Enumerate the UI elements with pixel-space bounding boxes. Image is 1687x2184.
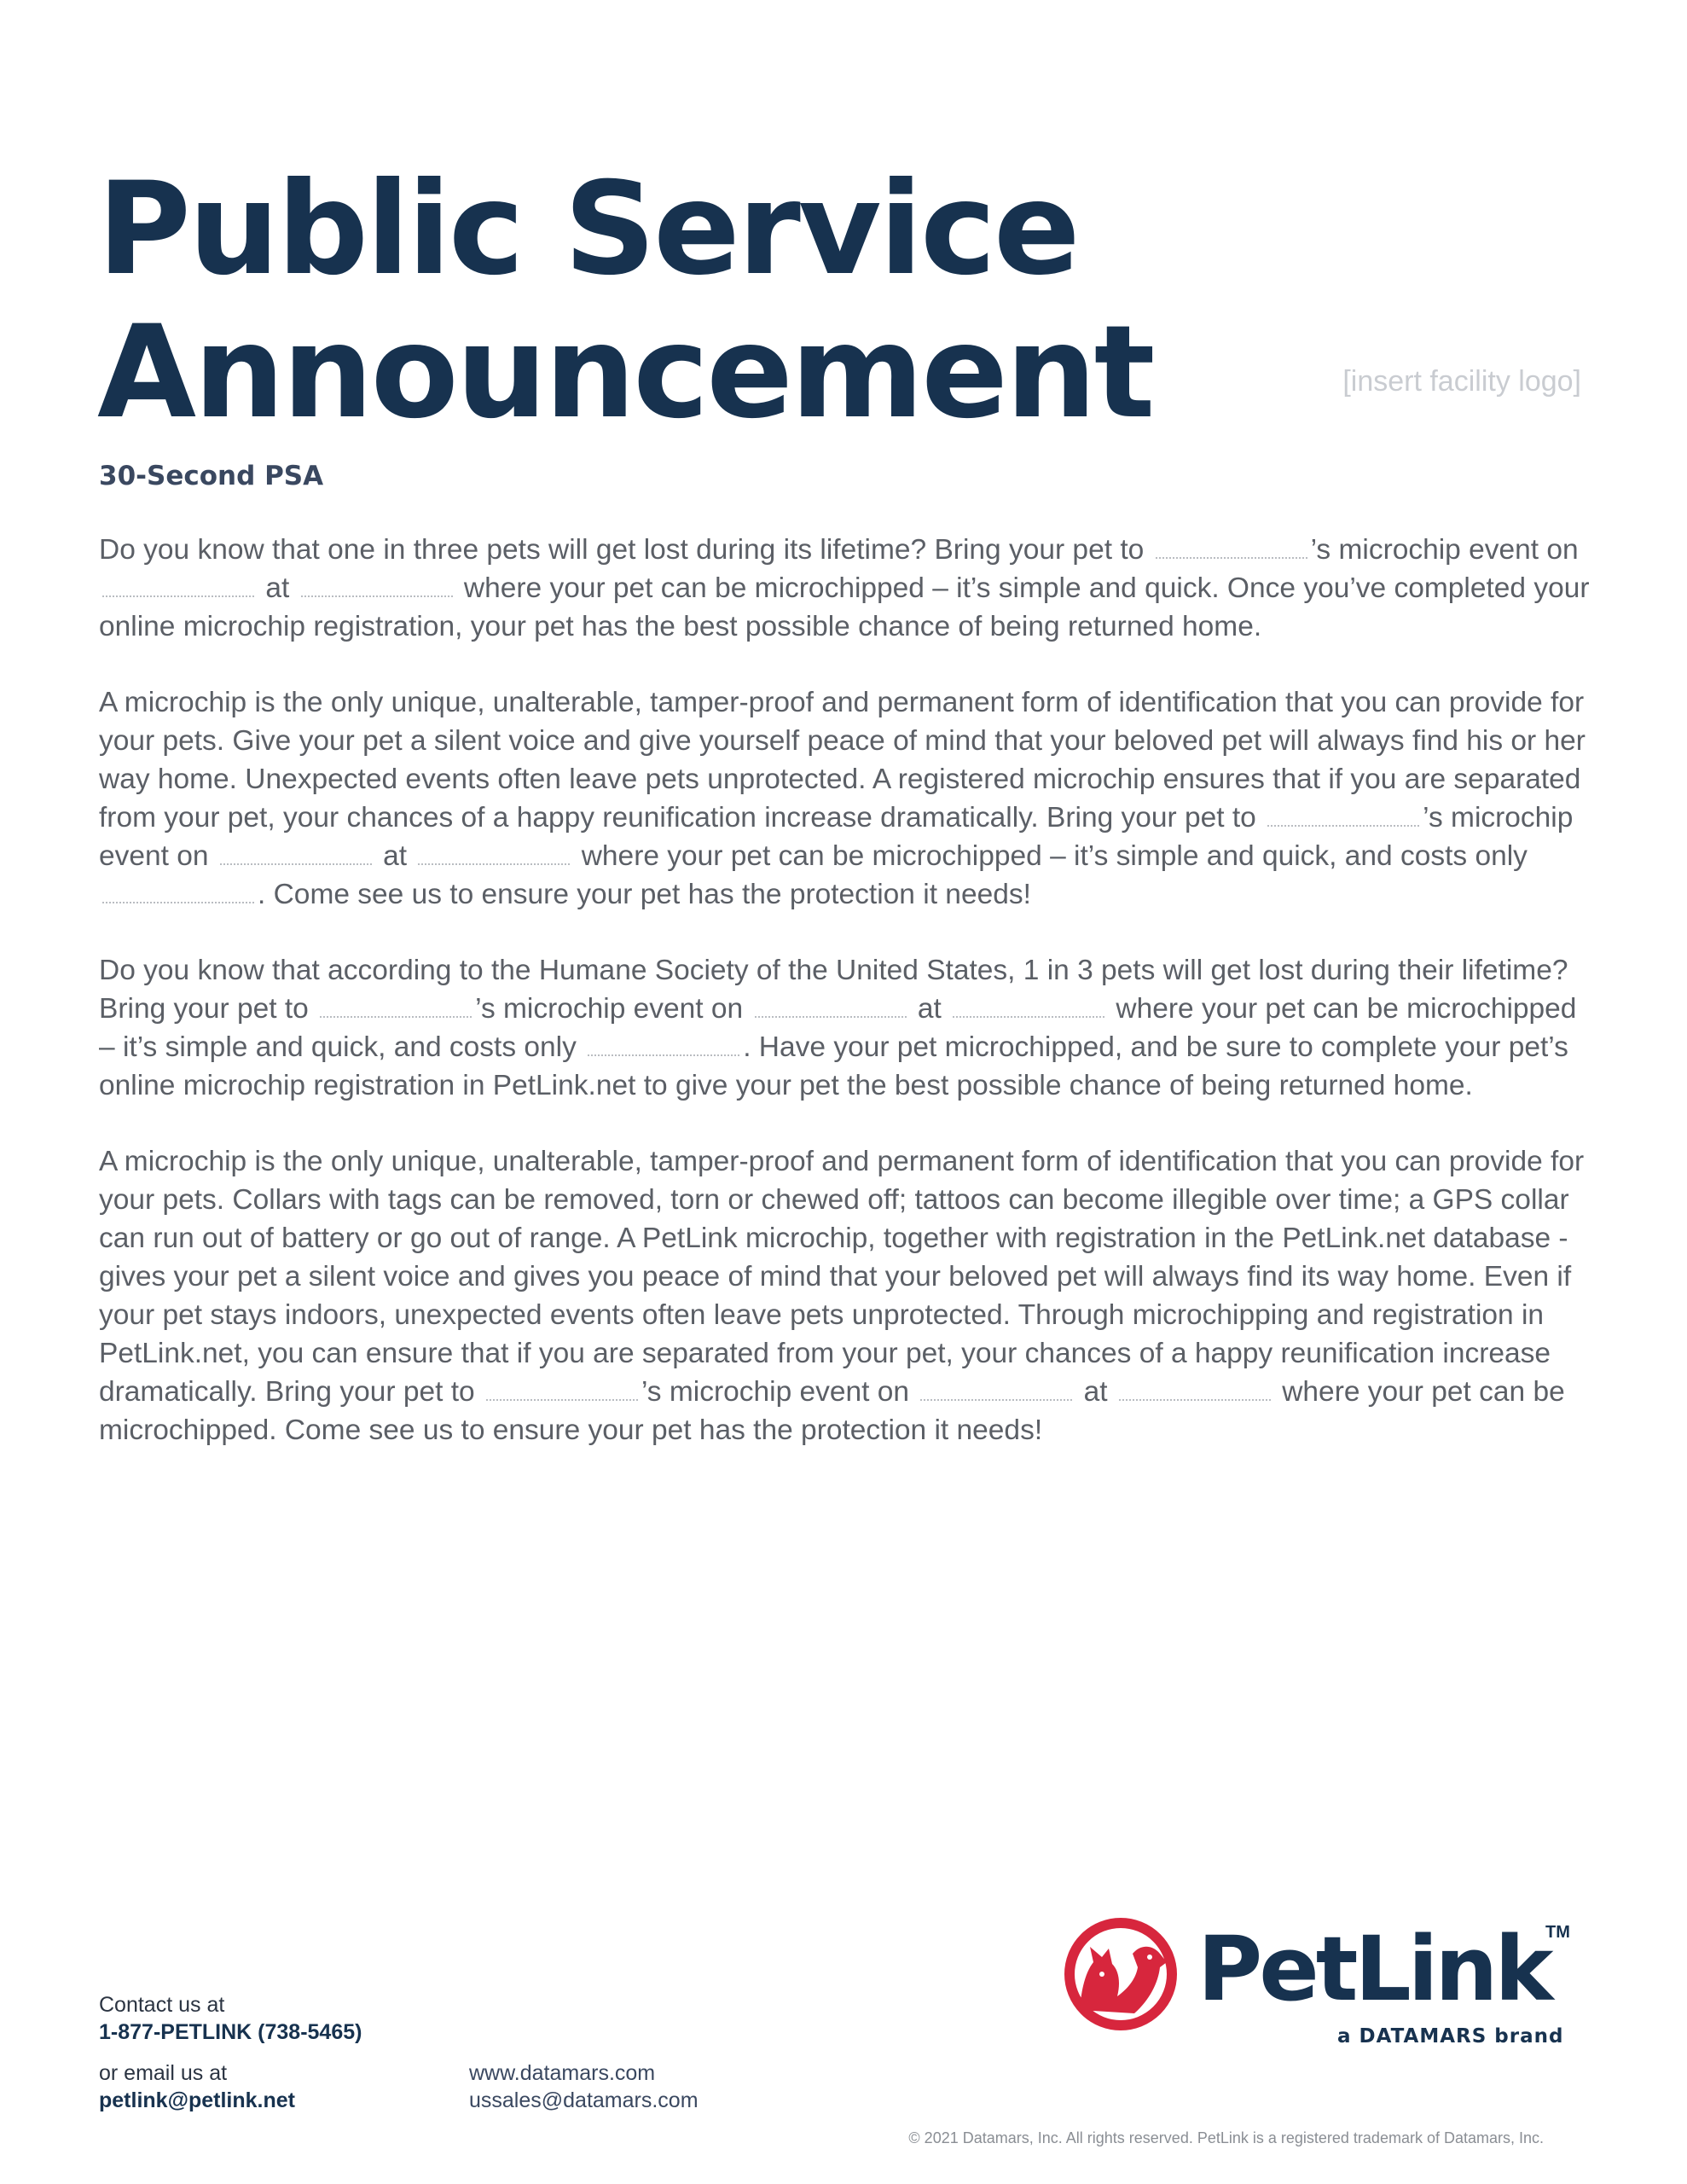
facility-logo-placeholder: [insert facility logo] xyxy=(1342,365,1581,398)
blank-cost xyxy=(102,880,254,903)
petlink-logo xyxy=(1061,1914,1573,2034)
blank-event-location xyxy=(301,573,453,597)
paragraph-text: where your pet can be microchipped. Come see us to ensure your pet has the protection it needs! xyxy=(99,1376,1565,1446)
blank-event-date xyxy=(220,841,372,865)
paragraph-text: where your pet can be microchipped – it’s simple and quick. Once you’ve completed your online microchip registration, your pet has the best possible chance of being returned home. xyxy=(99,572,1590,642)
paragraph-text: at xyxy=(917,993,942,1025)
blank-event-date xyxy=(920,1377,1072,1401)
contact-email-link[interactable]: petlink@petlink.net xyxy=(99,2088,295,2112)
page-title xyxy=(97,155,1206,447)
paragraph-text: ’s microchip event on xyxy=(99,802,1574,872)
blank-event-location xyxy=(1119,1377,1271,1401)
contact-label: Contact us at xyxy=(99,1993,225,2017)
email-label: or email us at xyxy=(99,2061,228,2085)
paragraph-text: ’s microchip event on xyxy=(1310,534,1579,566)
paragraph-text: ’s microchip event on xyxy=(641,1376,910,1408)
psa-subtitle: 30-Second PSA xyxy=(99,461,324,491)
paragraph-text: A microchip is the only unique, unalterable, tamper-proof and permanent form of identification that you can provide for your pets. Give your pet a silent voice and give yourself peace of mind that your beloved pet will always find his or her way home. Unexpected events often leave pets unprotected. A registered microchip ensures that if you are separated from your pet, your chances of a happy reunification increase dramatically. Bring your pet to xyxy=(99,687,1586,834)
blank-event-location xyxy=(418,841,570,865)
paragraph-text: . Have your pet microchipped, and be sure to complete your pet’s online microchip registration in PetLink.net to give your pet the best possible chance of being returned home. xyxy=(99,1031,1568,1101)
blank-facility-name xyxy=(1267,803,1419,827)
paragraph-text: at xyxy=(383,840,408,872)
paragraph-text: at xyxy=(1083,1376,1108,1408)
copyright-notice: © 2021 Datamars, Inc. All rights reserved. PetLink is a registered trademark of Datamars, Inc. xyxy=(908,2129,1544,2146)
paragraph-text: Do you know that one in three pets will get lost during its lifetime? Bring your pet to xyxy=(99,534,1145,566)
contact-phone[interactable]: 1-877-PETLINK (738-5465) xyxy=(99,2020,362,2044)
paragraph-text: where your pet can be microchipped – it’s simple and quick, and costs only xyxy=(99,993,1577,1063)
paragraph-text: A microchip is the only unique, unalterable, tamper-proof and permanent form of identification that you can provide for your pets. Collars with tags can be removed, torn or chewed off; tattoos can become illegible over time; a GPS collar can run out of battery or go out of range. A PetLink microchip, together with registration in the PetLink.net database - gives your pet a silent voice and gives you peace of mind that your beloved pet will always find its way home. Even if your pet stays indoors, unexpected events often leave pets unprotected. Through microchipping and registration in PetLink.net, you can ensure that if you are separated from your pet, your chances of a happy reunification increase dramatically. Bring your pet to xyxy=(99,1146,1585,1408)
sales-email-link[interactable]: ussales@datamars.com xyxy=(469,2088,699,2112)
page-title-line2: Announcement xyxy=(97,299,1153,447)
dog-cat-circle-icon xyxy=(1061,1914,1180,2034)
paragraph-2 xyxy=(99,683,1600,914)
paragraph-text: ’s microchip event on xyxy=(475,993,744,1025)
paragraph-text: . Come see us to ensure your pet has the protection it needs! xyxy=(258,879,1031,910)
paragraph-text: at xyxy=(265,572,290,604)
trademark-symbol: TM xyxy=(1545,1923,1570,1942)
blank-cost xyxy=(588,1032,739,1056)
blank-event-date xyxy=(755,994,907,1018)
blank-event-date xyxy=(102,573,254,597)
website-link[interactable]: www.datamars.com xyxy=(469,2061,656,2085)
psa-body xyxy=(99,531,1600,1487)
blank-facility-name xyxy=(320,994,472,1018)
blank-facility-name xyxy=(1156,535,1307,559)
page-title-line1: Public Service xyxy=(97,155,1078,304)
paragraph-1 xyxy=(99,531,1600,646)
paragraph-text: where your pet can be microchipped – it’s simple and quick, and costs only xyxy=(581,840,1528,872)
paragraph-4 xyxy=(99,1142,1600,1449)
paragraph-text: Do you know that according to the Humane Society of the United States, 1 in 3 pets will get lost during their lifetime? Bring your pet to xyxy=(99,955,1568,1025)
brand-name: PetLink xyxy=(1197,1917,1551,2021)
blank-event-location xyxy=(953,994,1104,1018)
blank-facility-name xyxy=(486,1377,638,1401)
brand-tagline: a DATAMARS brand xyxy=(1337,2025,1564,2048)
paragraph-3 xyxy=(99,951,1600,1105)
